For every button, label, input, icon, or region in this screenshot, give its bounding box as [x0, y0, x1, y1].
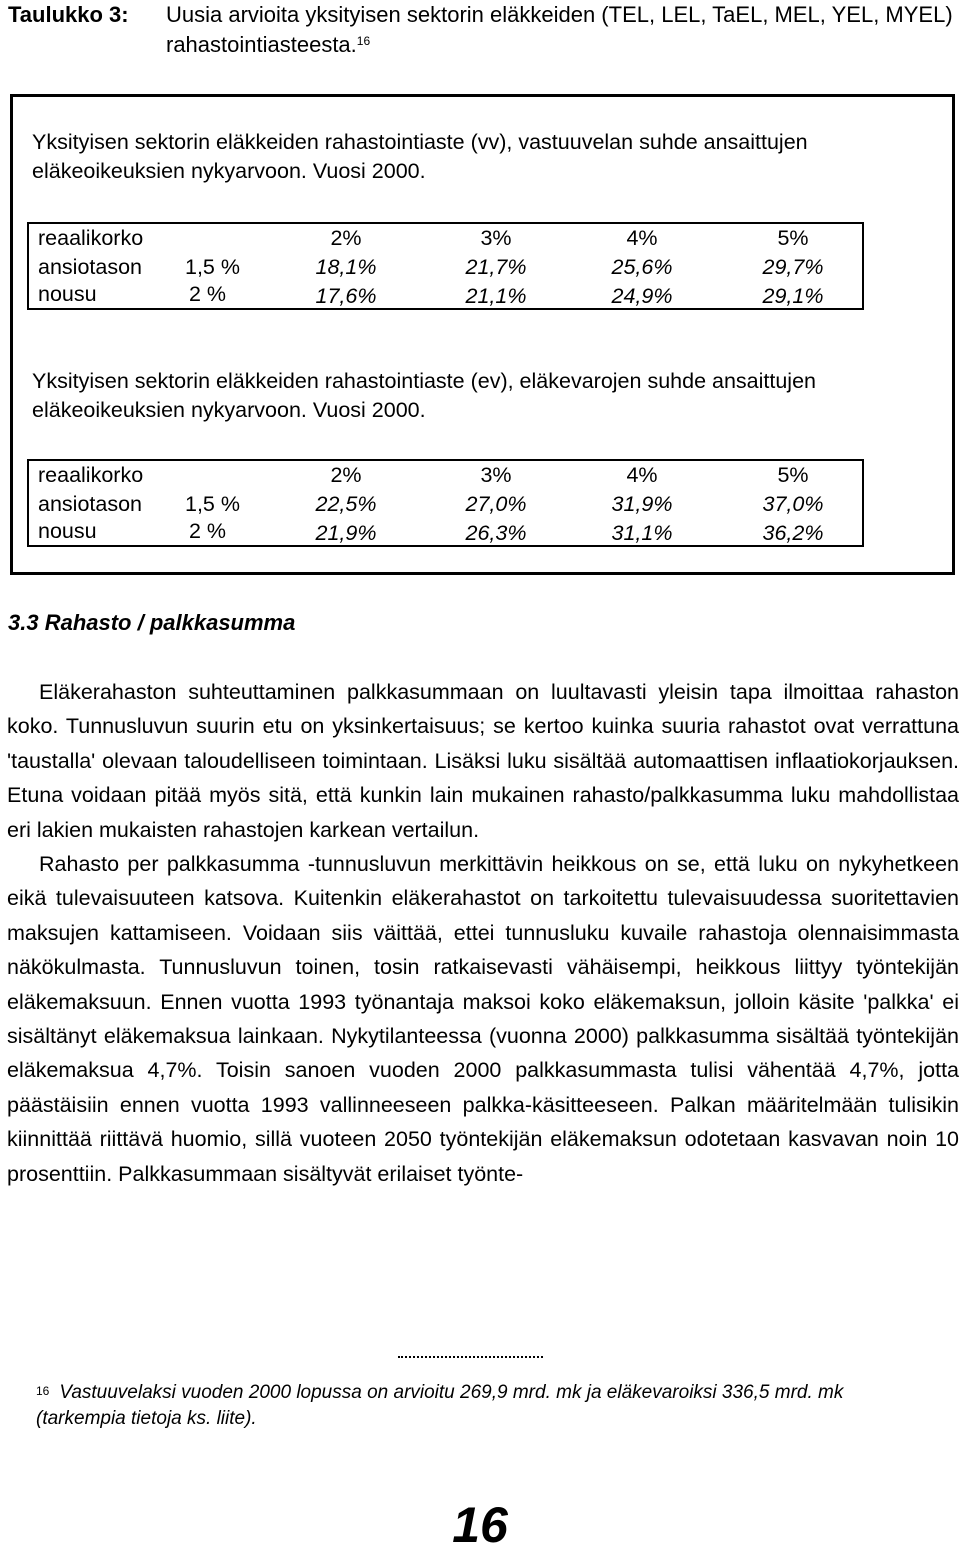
table2: [27, 459, 864, 547]
table1: [27, 222, 864, 310]
table1-header-label: reaalikorko: [38, 226, 144, 250]
footnote-ref[interactable]: 16: [356, 34, 371, 48]
table2-row-label: nousu: [38, 519, 97, 543]
table2-cell: 22,5%: [315, 492, 377, 516]
table2-cell: 21,9%: [315, 521, 377, 545]
table2-growth: 1,5 %: [185, 492, 240, 516]
footnote-number: 16: [36, 1384, 50, 1398]
paragraph: Eläkerahaston suhteuttaminen palkkasummaan on luultavasti yleisin tapa ilmoittaa rahaston koko. Tunnusluvun suurin etu on yksinkertaisuus; se kertoo kuinka suuria rahastot ovat verrattuna 'taustalla' olevaan taloudelliseen toimintaan. Lisäksi luku sisältää automaattisen inflaatiokorjauksen. Etuna voidaan pitää myös sitä, että kunkin lain mukainen rahasto/palkkasumma luku mahdollistaa eri lakien mukaisten rahastojen karkean vertailun.: [7, 680, 959, 842]
table1-row-label: nousu: [38, 282, 97, 306]
table1-rate: 5%: [777, 226, 809, 250]
table1-cell: 18,1%: [315, 255, 377, 279]
table1-cell: 29,7%: [762, 255, 824, 279]
table2-cell: 31,9%: [611, 492, 673, 516]
table1-growth: 2 %: [189, 282, 227, 306]
table2-cell: 27,0%: [465, 492, 527, 516]
footnote: [36, 1380, 936, 1432]
table2-row-label: ansiotason: [38, 492, 142, 516]
paragraph: Rahasto per palkkasumma -tunnusluvun merkittävin heikkous on se, että luku on nykyhetkeen eikä tulevaisuuteen katsova. Kuitenkin eläkerahastot on tarkoitettu tulevaisuudessa suoritettavien maksujen kattamiseen. Voidaan siis väittää, ettei tunnusluku kuvaile rahastoja olennaisimmasta näkökulmasta. Tunnusluvun toinen, tosin ratkaisevasti vähäisempi, heikkous liittyy työntekijän eläkemaksuun. Ennen vuotta 1993 työnantaja maksoi koko eläkemaksun, jolloin käsite 'palkka' ei sisältänyt eläkemaksua lainkaan. Nykytilanteessa (vuonna 2000) palkkasumma sisältää työntekijän eläkemaksua 4,7%. Toisin sanoen vuoden 2000 palkkasummasta tulisi vähentää 4,7%, jotta päästäisiin ennen vuotta 1993 vallinneeseen palkka-käsitteeseen. Palkan määritelmään tulisikin kiinnittää riittävä huomio, sillä vuoteen 2050 työntekijän eläkemaksun odotetaan kasvavan noin 10 prosenttiin. Palkkasummaan sisältyvät erilaiset työnte-: [7, 852, 959, 1186]
table1-rate: 3%: [480, 226, 512, 250]
table1-rate: 4%: [626, 226, 658, 250]
table1-rate: 2%: [330, 226, 362, 250]
table1-cell: 21,1%: [465, 284, 527, 308]
table2-cell: 36,2%: [762, 521, 824, 545]
table-caption-label: Taulukko 3:: [8, 2, 129, 27]
table1-cell: 29,1%: [762, 284, 824, 308]
table2-rate: 2%: [330, 463, 362, 487]
table2-cell: 31,1%: [611, 521, 673, 545]
table2-cell: 37,0%: [762, 492, 824, 516]
table2-rate: 4%: [626, 463, 658, 487]
page-number: 16: [452, 1497, 508, 1553]
footnote-separator: [398, 1356, 543, 1358]
table-caption-text: Uusia arvioita yksityisen sektorin eläkkeiden (TEL, LEL, TaEL, MEL, YEL, MYEL) rahastointiasteesta.$^{16}$: [166, 2, 953, 57]
table1-growth: 1,5 %: [185, 255, 240, 279]
table2-cell: 26,3%: [465, 521, 527, 545]
footnote-text: Vastuuvelaksi vuoden 2000 lopussa on arvioitu 269,9 mrd. mk ja eläkevaroiksi 336,5 mrd. mk (tarkempia tietoja ks. liite).: [36, 1382, 844, 1429]
table1-title: Yksityisen sektorin eläkkeiden rahastointiaste (vv), vastuuvelan suhde ansaittujen eläkeoikeuksien nykyarvoon. Vuosi 2000.: [32, 130, 808, 183]
table1-cell: 17,6%: [315, 284, 377, 308]
section-heading: 3.3 Rahasto / palkkasumma: [8, 610, 296, 635]
table2-header-label: reaalikorko: [38, 463, 144, 487]
table2-growth: 2 %: [189, 519, 227, 543]
table1-cell: 21,7%: [465, 255, 527, 279]
table1-cell: 24,9%: [611, 284, 673, 308]
table1-cell: 25,6%: [611, 255, 673, 279]
body-text: [7, 675, 959, 1191]
table2-rate: 5%: [777, 463, 809, 487]
table2-title: Yksityisen sektorin eläkkeiden rahastointiaste (ev), eläkevarojen suhde ansaittujen eläkeoikeuksien nykyarvoon. Vuosi 2000.: [32, 369, 816, 422]
table1-row-label: ansiotason: [38, 255, 142, 279]
table2-rate: 3%: [480, 463, 512, 487]
